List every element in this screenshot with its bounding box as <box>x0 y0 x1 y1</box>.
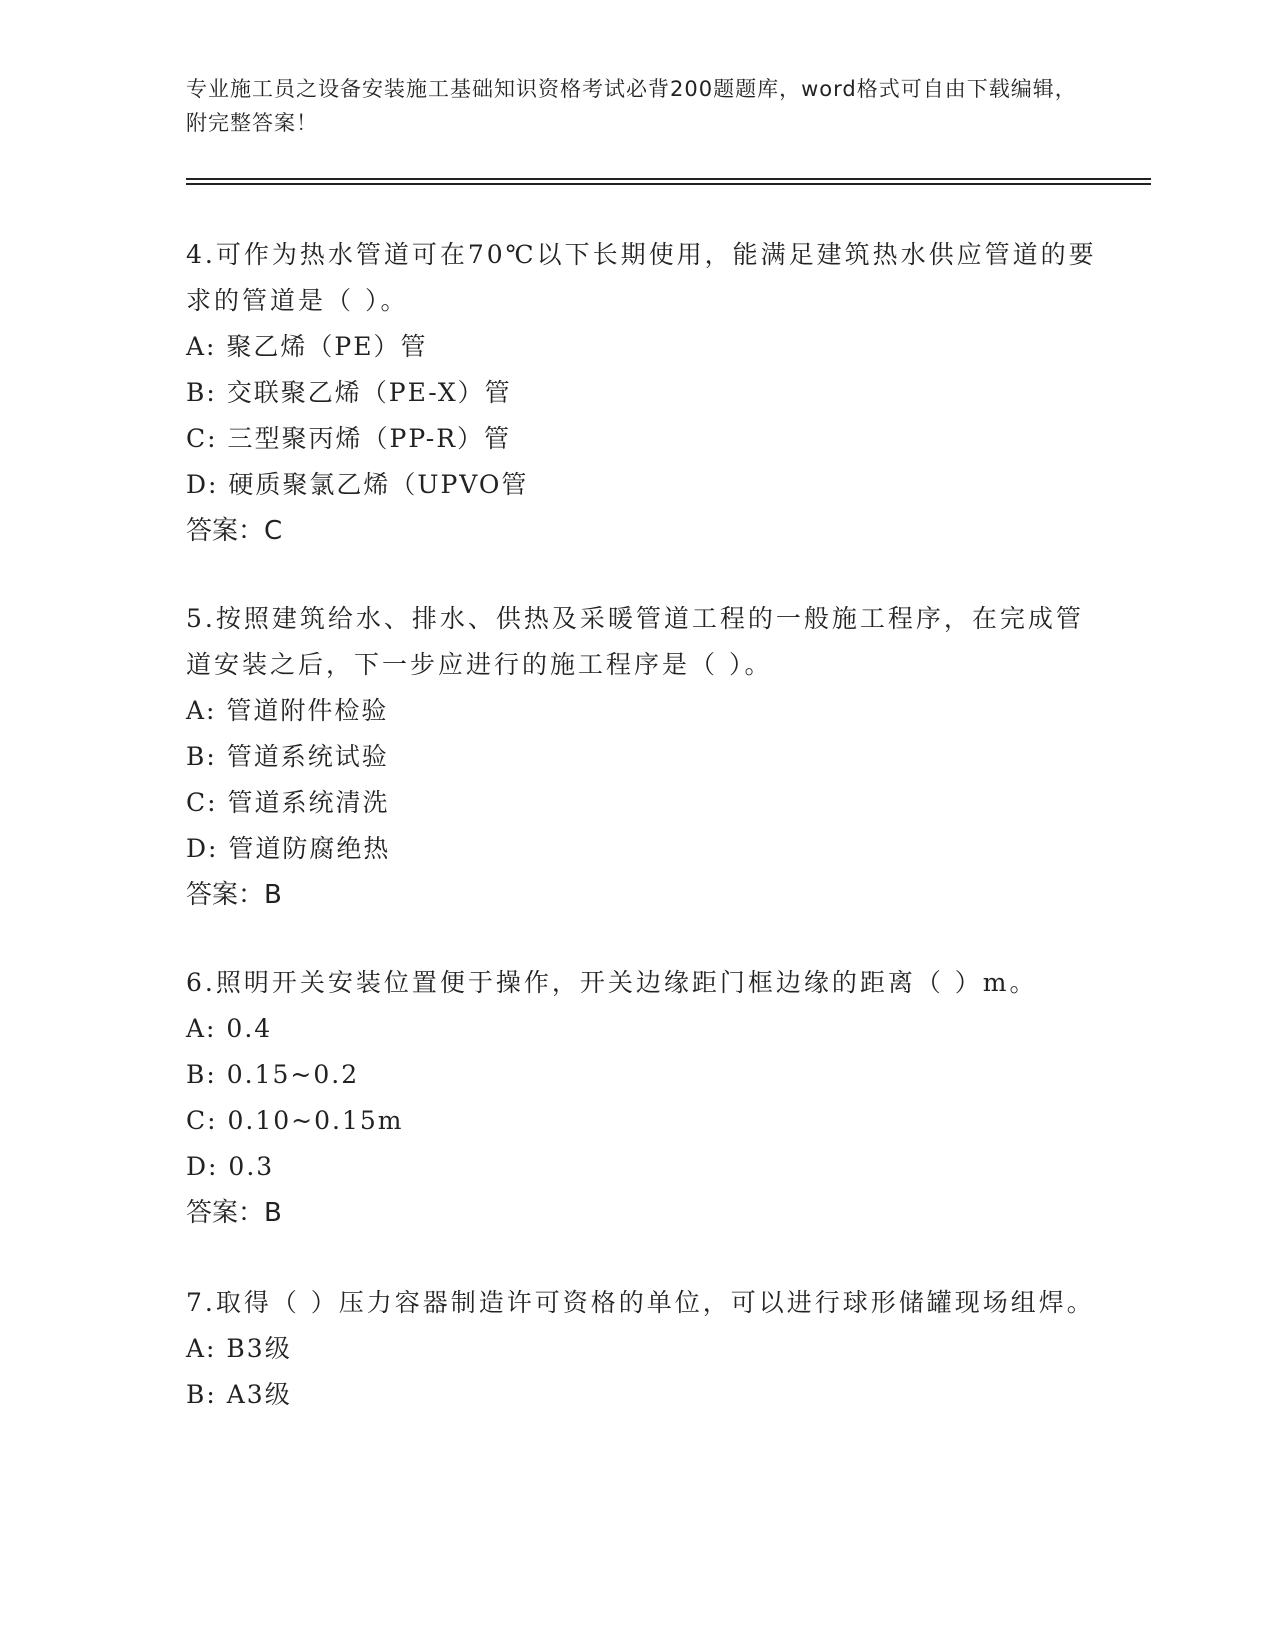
option-d: D: 管道防腐绝热 <box>186 834 391 863</box>
option-a: A: 0.4 <box>186 1014 273 1043</box>
option-b: B: A3级 <box>186 1380 292 1409</box>
option-d: D: 0.3 <box>186 1152 275 1181</box>
question-4 <box>186 232 1106 554</box>
answer: 答案：B <box>186 1198 282 1228</box>
header-divider-bottom <box>186 183 1151 185</box>
question-text: 4.可作为热水管道可在70℃以下长期使用，能满足建筑热水供应管道的要求的管道是（ ）。 <box>186 240 1097 315</box>
question-7 <box>186 1280 1106 1418</box>
option-b: B: 0.15~0.2 <box>186 1060 360 1089</box>
answer: 答案：C <box>186 516 283 546</box>
option-d: D: 硬质聚氯乙烯（UPVO管 <box>186 470 529 499</box>
question-text: 7.取得（ ）压力容器制造许可资格的单位，可以进行球形储罐现场组焊。 <box>186 1288 1095 1317</box>
document-header: 专业施工员之设备安装施工基础知识资格考试必背200题题库，word格式可自由下载编辑，附完整答案！ <box>186 77 1077 135</box>
option-c: C: 0.10~0.15m <box>186 1106 404 1135</box>
option-b: B: 管道系统试验 <box>186 742 389 771</box>
header-divider-top <box>186 178 1151 180</box>
question-text: 5.按照建筑给水、排水、供热及采暖管道工程的一般施工程序，在完成管道安装之后，下一步应进行的施工程序是（ ）。 <box>186 604 1084 679</box>
question-6 <box>186 960 1106 1236</box>
question-text: 6.照明开关安装位置便于操作，开关边缘距门框边缘的距离（ ）m。 <box>186 968 1038 997</box>
option-b: B: 交联聚乙烯（PE-X）管 <box>186 378 512 407</box>
option-c: C: 三型聚丙烯（PP-R）管 <box>186 424 512 453</box>
option-a: A: 管道附件检验 <box>186 696 389 725</box>
answer: 答案：B <box>186 880 282 910</box>
option-a: A: B3级 <box>186 1334 292 1363</box>
option-a: A: 聚乙烯（PE）管 <box>186 332 428 361</box>
question-5 <box>186 596 1106 918</box>
option-c: C: 管道系统清洗 <box>186 788 390 817</box>
